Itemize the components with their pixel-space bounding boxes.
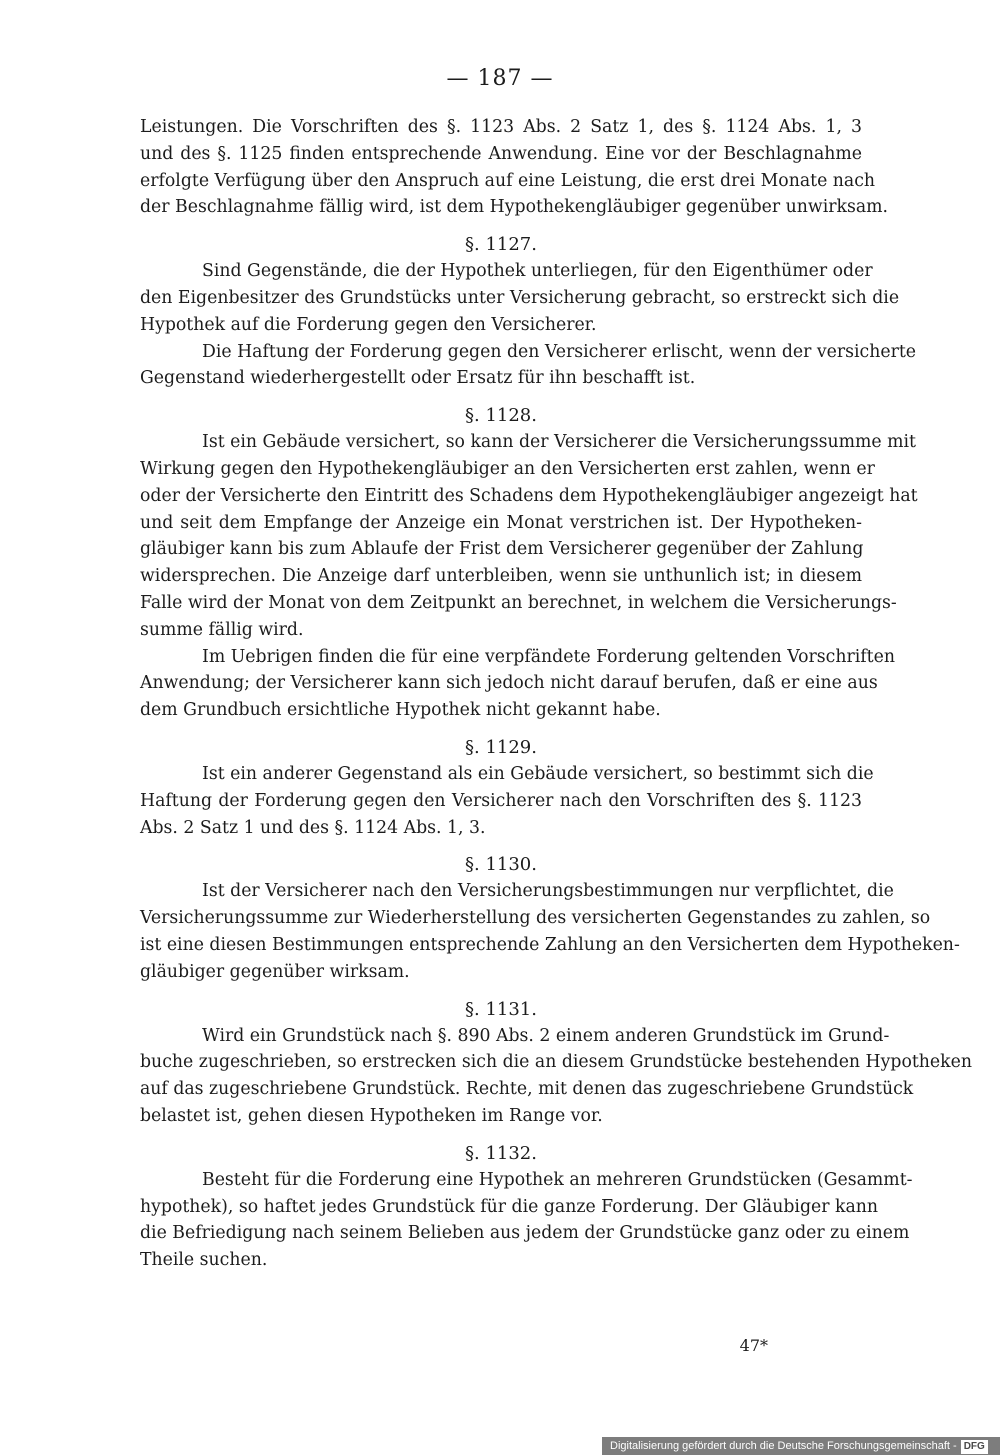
section-heading: §. 1127. [465, 234, 537, 256]
text-line: Wird ein Grundstück nach §. 890 Abs. 2 einem anderen Grundstück im Grund- [202, 1025, 890, 1046]
footer-credit: Digitalisierung gefördert durch die Deutsche Forschungsgemeinschaft - [610, 1440, 957, 1452]
text-line: Wirkung gegen den Hypothekengläubiger an den Versicherten erst zahlen, wenn er [140, 458, 875, 479]
text-line: Versicherungssumme zur Wiederherstellung des versicherten Gegenstandes zu zahlen, so [140, 908, 931, 929]
text-line: Leistungen. Die Vorschriften des §. 1123 Abs. 2 Satz 1, des §. 1124 Abs. 1, 3 [140, 117, 862, 137]
text-line: buche zugeschrieben, so erstrecken sich die an diesem Grundstücke bestehenden Hypotheken [140, 1052, 972, 1073]
section-spacer [140, 221, 862, 231]
section-heading: §. 1129. [465, 736, 537, 758]
page-number: — 187 — [446, 66, 554, 91]
section-heading: §. 1131. [465, 998, 537, 1020]
text-line: Hypothek auf die Forderung gegen den Versicherer. [140, 314, 597, 335]
text-line: der Beschlagnahme fällig wird, ist dem Hypothekengläubiger gegenüber unwirksam. [140, 197, 889, 218]
section-heading: §. 1130. [465, 854, 537, 876]
text-line: gläubiger kann bis zum Ablaufe der Frist dem Versicherer gegenüber der Zahlung [140, 539, 864, 560]
signature-mark: 47* [739, 1336, 768, 1355]
text-line: Die Haftung der Forderung gegen den Versicherer erlischt, wenn der versicherte [202, 341, 916, 362]
text-line: auf das zugeschriebene Grundstück. Rechte, mit denen das zugeschriebene Grundstück [140, 1079, 914, 1100]
text-line: dem Grundbuch ersichtliche Hypothek nicht gekannt habe. [140, 700, 661, 721]
text-line: Sind Gegenstände, die der Hypothek unterliegen, für den Eigenthümer oder [202, 261, 873, 282]
text-line: Abs. 2 Satz 1 und des §. 1124 Abs. 1, 3. [140, 817, 486, 838]
text-line: hypothek), so haftet jedes Grundstück für die ganze Forderung. Der Gläubiger kann [140, 1196, 879, 1217]
text-line: Anwendung; der Versicherer kann sich jedoch nicht darauf berufen, daß er eine aus [140, 673, 878, 694]
text-line: belastet ist, gehen diesen Hypotheken im Range vor. [140, 1105, 603, 1126]
text-line: und seit dem Empfange der Anzeige ein Monat verstrichen ist. Der Hypotheken- [140, 512, 862, 533]
section-heading: §. 1132. [465, 1142, 537, 1164]
text-line: widersprechen. Die Anzeige darf unterbleiben, wenn sie unthunlich ist; in diesem [140, 566, 862, 587]
section-spacer [140, 986, 862, 996]
section-spacer [140, 392, 862, 402]
text-line: Ist der Versicherer nach den Versicherungsbestimmungen nur verpflichtet, die [202, 881, 894, 902]
text-line: Ist ein Gebäude versichert, so kann der Versicherer die Versicherungssumme mit [202, 432, 917, 453]
text-line: Theile suchen. [140, 1250, 268, 1271]
text-line: Haftung der Forderung gegen den Versicherer nach den Vorschriften des §. 1123 [140, 790, 862, 811]
text-line: oder der Versicherte den Eintritt des Schadens dem Hypothekengläubiger angezeigt hat [140, 485, 918, 506]
text-line: erfolgte Verfügung über den Anspruch auf eine Leistung, die erst drei Monate nach [140, 170, 876, 191]
footer-band [602, 1437, 1000, 1455]
document-body [140, 114, 972, 1274]
text-line: Falle wird der Monat von dem Zeitpunkt an berechnet, in welchem die Versicherungs- [140, 592, 897, 613]
dfg-logo: DFG [961, 1440, 988, 1454]
text-line: und des §. 1125 finden entsprechende Anwendung. Eine vor der Beschlagnahme [140, 143, 862, 164]
text-line: ist eine diesen Bestimmungen entsprechende Zahlung an den Versicherten dem Hypotheken- [140, 934, 960, 955]
text-line: Ist ein anderer Gegenstand als ein Gebäude versichert, so bestimmt sich die [202, 763, 874, 784]
section-spacer [140, 841, 862, 851]
text-line: den Eigenbesitzer des Grundstücks unter Versicherung gebracht, so erstreckt sich die [140, 287, 900, 308]
text-line: Gegenstand wiederhergestellt oder Ersatz für ihn beschafft ist. [140, 368, 696, 389]
section-spacer [140, 1130, 862, 1140]
text-line: Besteht für die Forderung eine Hypothek an mehreren Grundstücken (Gesammt- [202, 1169, 913, 1190]
section-spacer [140, 724, 862, 734]
text-line: die Befriedigung nach seinem Belieben aus jedem der Grundstücke ganz oder zu einem [140, 1223, 910, 1244]
text-line: Im Uebrigen finden die für eine verpfändete Forderung geltenden Vorschriften [202, 646, 895, 667]
text-line: summe fällig wird. [140, 619, 304, 640]
text-line: gläubiger gegenüber wirksam. [140, 961, 410, 982]
section-heading: §. 1128. [465, 405, 537, 427]
